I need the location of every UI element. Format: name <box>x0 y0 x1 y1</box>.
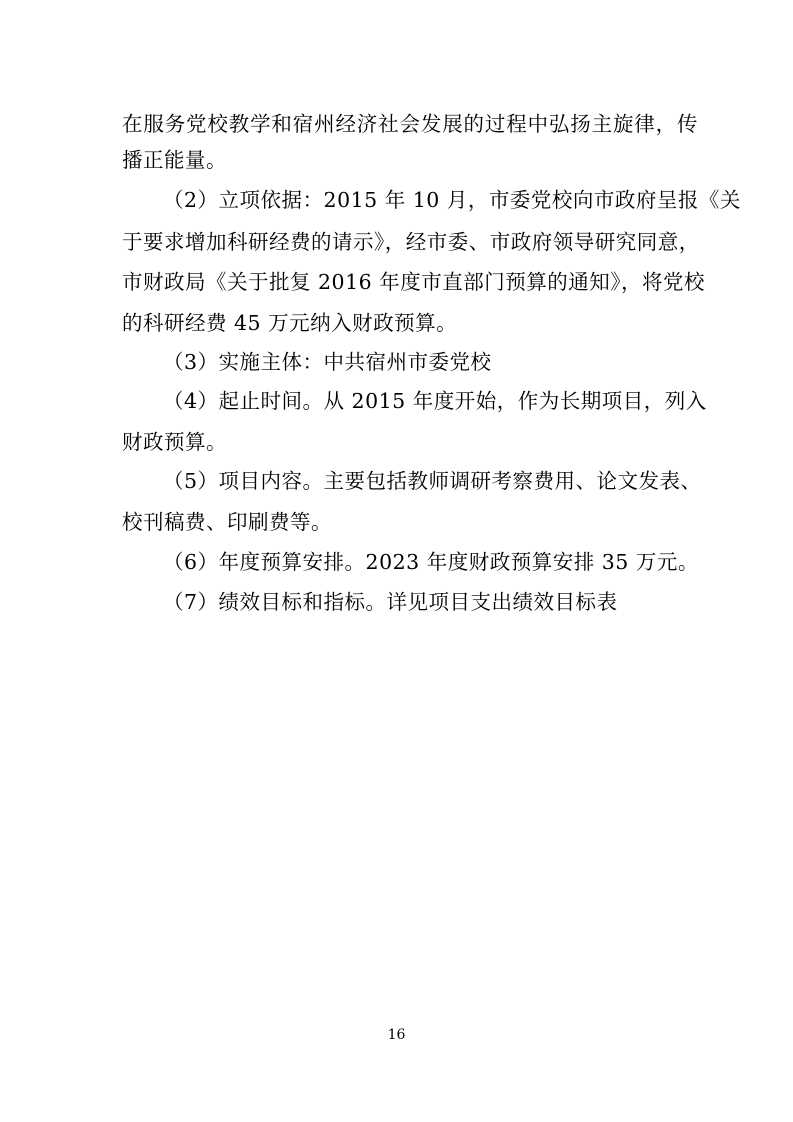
text-line: 财政预算。 <box>122 430 227 454</box>
text-line: （4）起止时间。从 2015 年度开始，作为长期项目，列入 <box>163 389 707 413</box>
text-line: （5）项目内容。主要包括教师调研考察费用、论文发表、 <box>163 469 702 493</box>
text-line: （2）立项依据：2015 年 10 月，市委党校向市政府呈报《关 <box>163 188 741 212</box>
text-line: 于要求增加科研经费的请示》，经市委、市政府领导研究同意， <box>122 230 700 254</box>
text-line: 在服务党校教学和宿州经济社会发展的过程中弘扬主旋律，传 <box>122 112 698 136</box>
text-line: （6）年度预算安排。2023 年度财政预算安排 35 万元。 <box>163 550 699 574</box>
text-line: 校刊稿费、印刷费等。 <box>122 510 332 534</box>
text-line: 播正能量。 <box>122 148 227 172</box>
text-line: 市财政局《关于批复 2016 年度市直部门预算的通知》，将党校 <box>122 270 705 294</box>
page-number: 16 <box>387 1027 406 1043</box>
text-line: （7）绩效目标和指标。详见项目支出绩效目标表 <box>163 590 618 614</box>
text-line: （3）实施主体：中共宿州市委党校 <box>163 350 492 374</box>
text-line: 的科研经费 45 万元纳入财政预算。 <box>122 311 458 335</box>
